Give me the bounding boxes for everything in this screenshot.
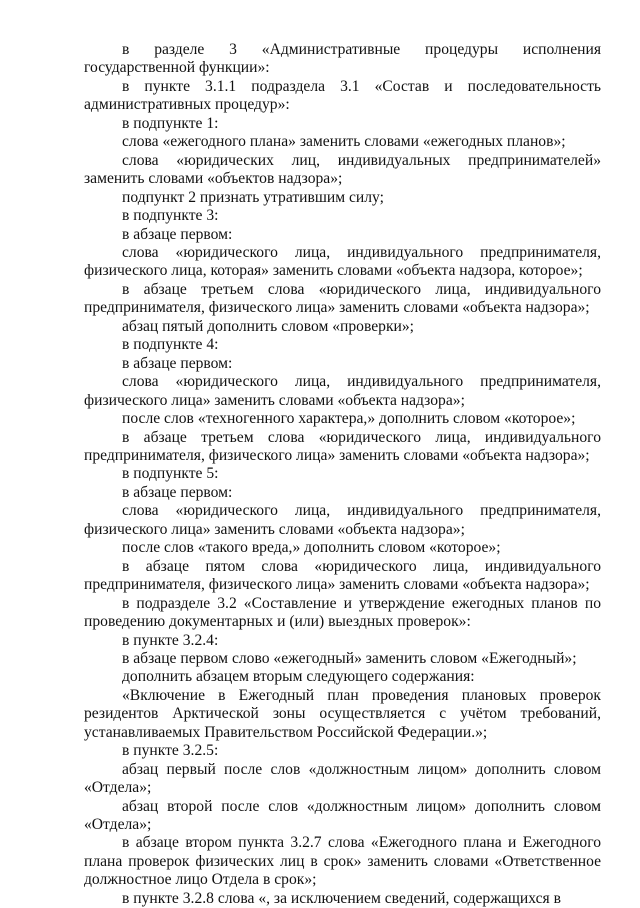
paragraph: слова «ежегодного плана» заменить словами «ежегодных планов»; <box>122 133 566 151</box>
paragraph: в пункте 3.2.5: <box>122 742 219 760</box>
paragraph: в пункте 3.1.1 подраздела 3.1 «Состав и последовательность административных процедур»: <box>84 77 601 114</box>
document-page <box>84 41 601 908</box>
paragraph: дополнить абзацем вторым следующего содержания: <box>122 668 475 686</box>
paragraph: слова «юридического лица, индивидуального предпринимателя, физического лица, которая» заменить словами «объекта надзора, которое»; <box>84 243 601 280</box>
paragraph: слова «юридических лиц, индивидуальных предпринимателей» заменить словами «объектов надзора»; <box>84 151 601 188</box>
paragraph: в подпункте 1: <box>122 114 219 132</box>
paragraph: в абзаце первом: <box>122 354 233 372</box>
paragraph: «Включение в Ежегодный план проведения плановых проверок резидентов Арктической зоны осуществляется с учётом требований, устанавливаемых Правительством Российской Федерации.»; <box>84 686 601 741</box>
paragraph: в абзаце пятом слова «юридического лица, индивидуального предпринимателя, физического лица» заменить словами «объекта надзора»; <box>84 557 601 594</box>
paragraph: в разделе 3 «Административные процедуры исполнения государственной функции»: <box>84 41 601 77</box>
paragraph: в подпункте 3: <box>122 207 219 225</box>
paragraph: в абзаце третьем слова «юридического лица, индивидуального предпринимателя, физического лица» заменить словами «объекта надзора»; <box>84 428 601 464</box>
paragraph: в абзаце первом слово «ежегодный» заменить словом «Ежегодный»; <box>122 649 577 667</box>
paragraph: в подпункте 5: <box>122 465 219 483</box>
paragraph: в абзаце третьем слова «юридического лица, индивидуального предпринимателя, физического лица» заменить словами «объекта надзора»; <box>84 280 601 317</box>
paragraph: в абзаце первом: <box>122 225 233 243</box>
paragraph: слова «юридического лица, индивидуального предпринимателя, физического лица» заменить словами «объекта надзора»; <box>84 373 601 409</box>
paragraph: абзац второй после слов «должностным лицом» дополнить словом «Отдела»; <box>84 797 601 834</box>
paragraph: в абзаце первом: <box>122 483 233 501</box>
paragraph: абзац пятый дополнить словом «проверки»; <box>122 317 414 335</box>
paragraph: в пункте 3.2.8 слова «, за исключением сведений, содержащихся в <box>122 889 561 907</box>
paragraph: слова «юридического лица, индивидуального предпринимателя, физического лица» заменить словами «объекта надзора»; <box>84 502 601 538</box>
paragraph: в подпункте 4: <box>122 336 219 354</box>
paragraph: абзац первый после слов «должностным лицом» дополнить словом «Отдела»; <box>84 760 601 797</box>
paragraph: в подразделе 3.2 «Составление и утверждение ежегодных планов по проведению документарных и (или) выездных проверок»: <box>84 594 601 631</box>
paragraph: подпункт 2 признать утратившим силу; <box>122 188 384 206</box>
paragraph: после слов «такого вреда,» дополнить словом «которое»; <box>122 539 501 557</box>
paragraph: в пункте 3.2.4: <box>122 631 219 649</box>
paragraph: после слов «техногенного характера,» дополнить словом «которое»; <box>122 410 576 428</box>
paragraph: в абзаце втором пункта 3.2.7 слова «Ежегодного плана и Ежегодного плана проверок физических лиц в срок» заменить словами «Ответственное должностное лицо Отдела в срок»; <box>84 834 601 889</box>
